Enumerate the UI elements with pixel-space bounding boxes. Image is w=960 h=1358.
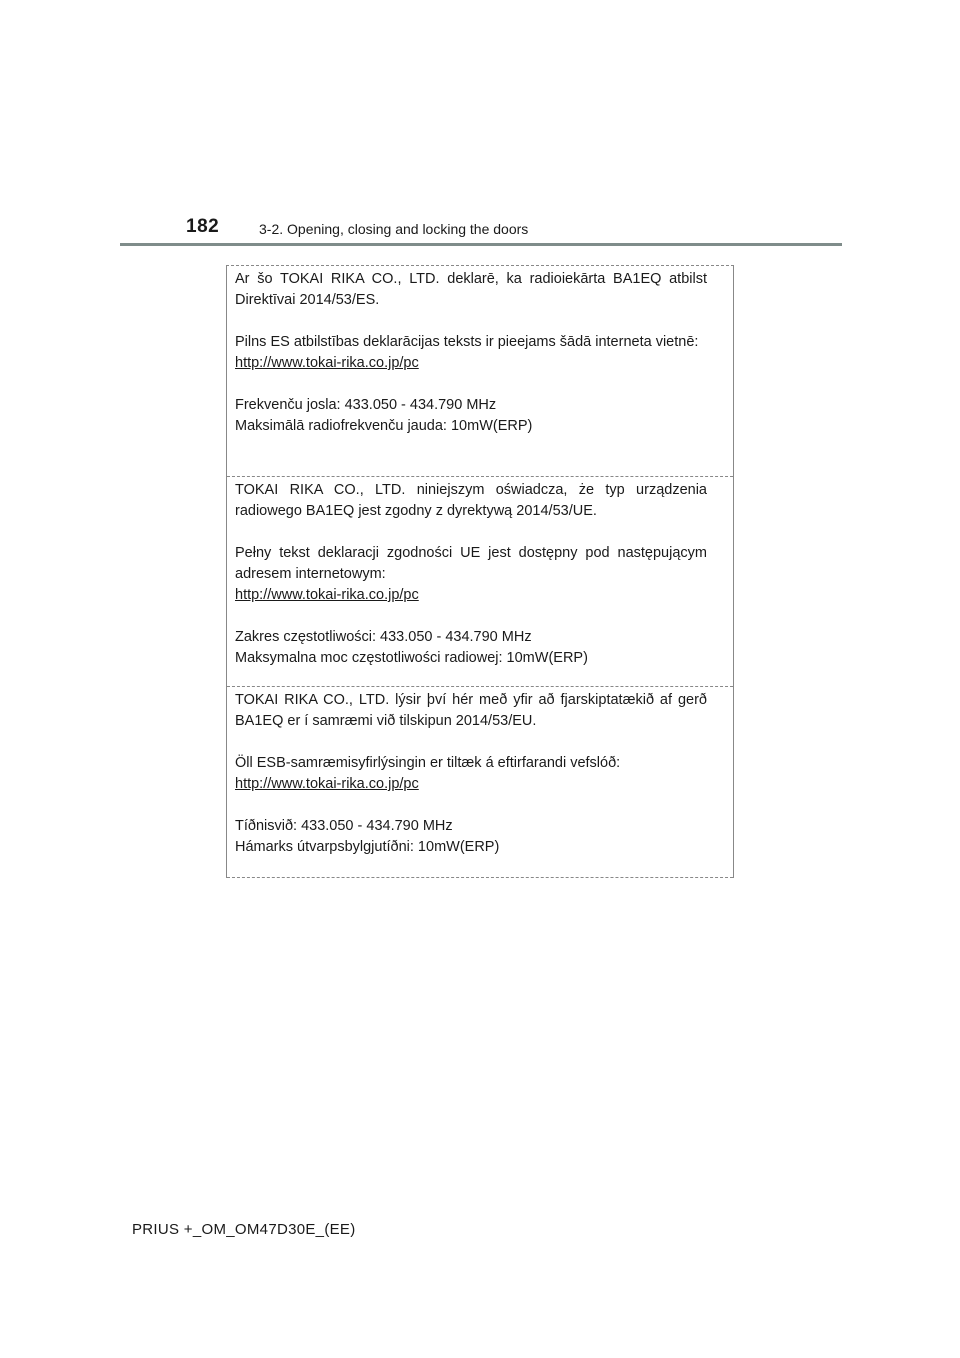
section-title: 3-2. Opening, closing and locking the doors [259, 221, 529, 237]
radio-specs [235, 816, 707, 858]
declaration-text: Ar šo TOKAI RIKA CO., LTD. deklarē, ka radioiekārta BA1EQ atbilst Direktīvai 2014/53/ES. [235, 271, 707, 308]
notice-section-icelandic [227, 687, 733, 878]
frequency-band: Frekvenču josla: 433.050 - 434.790 MHz [235, 397, 497, 413]
declaration-text: TOKAI RIKA CO., LTD. niniejszym oświadcza, że typ urządzenia radiowego BA1EQ jest zgodny z dyrektywą 2014/53/UE. [235, 482, 707, 519]
full-text-note-label: Pilns ES atbilstības deklarācijas teksts ir pieejams šādā interneta vietnē: [235, 334, 699, 350]
declaration-url-link[interactable]: http://www.tokai-rika.co.jp/pc [235, 587, 419, 603]
full-text-note-label: Pełny tekst deklaracji zgodności UE jest dostępny pod następującym adresem internetowym: [235, 545, 707, 582]
header-rule [120, 243, 842, 246]
frequency-band: Tíðnisvið: 433.050 - 434.790 MHz [235, 818, 453, 834]
declaration-url-link[interactable]: http://www.tokai-rika.co.jp/pc [235, 355, 419, 371]
max-power: Maksimālā radiofrekvenču jauda: 10mW(ERP) [235, 418, 533, 434]
radio-specs [235, 627, 707, 669]
full-text-note [235, 753, 707, 795]
radio-specs [235, 395, 707, 437]
full-text-note [235, 332, 707, 374]
declaration-text: TOKAI RIKA CO., LTD. lýsir því hér með yfir að fjarskiptatækið af gerð BA1EQ er í samræmi við tilskipun 2014/53/EU. [235, 692, 707, 729]
frequency-band: Zakres częstotliwości: 433.050 - 434.790 MHz [235, 629, 532, 645]
full-text-note-label: Öll ESB-samræmisyfirlýsingin er tiltæk á eftirfarandi vefslóð: [235, 755, 621, 771]
max-power: Hámarks útvarpsbylgjutíðni: 10mW(ERP) [235, 839, 500, 855]
document-code-footer: PRIUS +_OM_OM47D30E_(EE) [132, 1221, 356, 1238]
max-power: Maksymalna moc częstotliwości radiowej: 10mW(ERP) [235, 650, 588, 666]
declaration-url-link[interactable]: http://www.tokai-rika.co.jp/pc [235, 776, 419, 792]
notice-section-polish [227, 477, 733, 687]
regulatory-notice-box [226, 265, 734, 878]
page-number: 182 [186, 216, 220, 237]
full-text-note [235, 543, 707, 606]
notice-section-latvian [227, 266, 733, 477]
